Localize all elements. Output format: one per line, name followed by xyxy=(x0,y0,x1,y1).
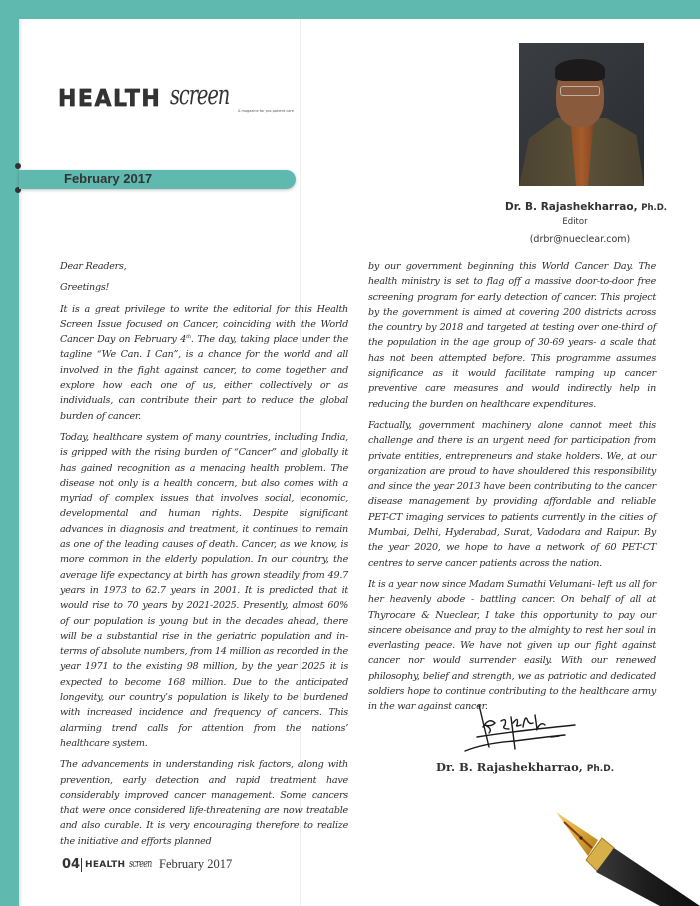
editor-email: (drbr@nueclear.com) xyxy=(529,234,631,245)
paragraph: Factually, government machinery alone cannot meet this challenge and there is an urgent need for participation from private entities, entrepreneurs and stake holders. We, at our organization are proud to have shouldered this responsibility and since the year 2013 have been contributing to the cancer disease management by providing affordable and reliable PET-CT imaging services to patients currently in the cities of Mumbai, Delhi, Hyderabad, Surat, Vadodara and Raipur. By the year 2020, we hope to have a network of 60 PET-CT centres to serve cancer patients across the nation. xyxy=(368,419,656,569)
article-column-left xyxy=(60,259,348,855)
top-accent-band xyxy=(0,0,700,19)
paragraph-text: It is a great privilege to write the editorial for this Health Screen Issue focused on Cancer, coinciding with the World Cancer Day on February 4 xyxy=(60,303,348,346)
signature-icon xyxy=(455,695,595,755)
issue-date-banner xyxy=(19,170,296,189)
paragraph: Today, healthcare system of many countries, including India, is gripped with the rising burden of “Cancer” and globally it has gained recognition as a menacing health problem. The disease not only is a health concern, but also comes with a myriad of complex issues that involves social, economic, developmental and human rights. Despite significant advances in diagnosis and treatment, it continues to remain as one of the leading causes of death. Cancer, as we know, is more common in the elderly population. In our country, the average life expectancy at birth has grown steadily from 49.7 years in 1973 to 62.7 years in 2001. It is predicted that it would rise to 70 years by 2021-2025. Presently, almost 60% of our population is young but in the decades ahead, there will be a substantial rise in the geriatric population and in-terms of absolute numbers, from 14 million as recorded in the year 1971 to the existing 98 million, by the year 2025 it is expected to become 168 million. Due to the anticipated longevity, our country’s population is likely to be burdened with increased incidence and frequency of cancers. This alarming trend calls for attention from the nations’ healthcare system. xyxy=(60,431,348,749)
footer-divider xyxy=(81,858,82,872)
editor-name xyxy=(505,201,668,213)
paragraph: by our government beginning this World Cancer Day. The health ministry is set to flag off a massive door-to-door free screening program for early detection of cancer. This project by the government is aimed at covering 200 districts across the country by 2018 and targeted at testing over one-third of the population in the age group of 30-69 years- a scale that has not been attempted before. This programme assumes significance as it would facilitate ramping up cancer preventive care measures and would indirectly help in reducing the burden on healthcare expenditures. xyxy=(368,261,656,410)
page-number: 04 xyxy=(62,857,81,872)
editor-degree: Ph.D. xyxy=(641,203,668,213)
footer-date: February 2017 xyxy=(159,857,233,871)
paragraph-text: . The day, taking place under the tagline “We Can. I Can”, is a chance for the world and all involved in the fight against cancer, to come together and explore how each one of us, either collectively or as individuals, can contribute their part to reduce the global burden of cancer. xyxy=(60,334,348,422)
editor-name-text: Dr. B. Rajashekharrao, xyxy=(505,201,638,213)
signoff-name-text: Dr. B. Rajashekharrao, xyxy=(436,760,583,774)
paragraph: It is a year now since Madam Sumathi Velumani- left us all for her heavenly abode - battling cancer. On behalf of all at Thyrocare & Nueclear, I take this opportunity to pay our sincere obeisance and pray to the almighty to rest her soul in everlasting peace. We have not given up our fight against cancer nor would surrender easily. With our renewed philosophy, belief and strength, we as patriotic and dedicated soldiers hope to continue contributing to the healthcare army in the war against cancer. xyxy=(368,578,656,713)
editor-photo xyxy=(519,43,644,186)
superscript: th xyxy=(186,334,191,340)
signoff-degree: Ph.D. xyxy=(586,764,615,774)
paragraph xyxy=(60,302,348,424)
editor-role: Editor xyxy=(562,217,588,227)
paragraph: The advancements in understanding risk factors, along with prevention, early detection and rapid treatment have considerably improved cancer management. Some cancers that were once considered life-threatening are now treatable and also curable. It is very encouraging therefore to realize the initiative and efforts planned xyxy=(60,759,348,847)
signoff-name xyxy=(436,760,615,774)
photo-glasses xyxy=(560,86,600,96)
fountain-pen-icon xyxy=(540,790,700,906)
salutation: Dear Readers, xyxy=(60,261,127,272)
page-edge-shadow xyxy=(19,19,23,906)
footer-logo-health: HEALTH xyxy=(85,860,126,870)
photo-hair xyxy=(555,59,605,81)
logo-health-text: HEALTH xyxy=(58,86,162,113)
logo-tagline: A magazine for pro-patient care xyxy=(238,109,294,113)
greeting: Greetings! xyxy=(60,282,110,294)
article-column-right xyxy=(368,259,656,721)
left-accent-band xyxy=(0,0,19,906)
logo-screen-text: screen xyxy=(170,80,230,111)
issue-date: February 2017 xyxy=(64,171,153,186)
banner-bullet-icon xyxy=(15,163,21,169)
footer-logo-screen: screen xyxy=(129,857,152,870)
